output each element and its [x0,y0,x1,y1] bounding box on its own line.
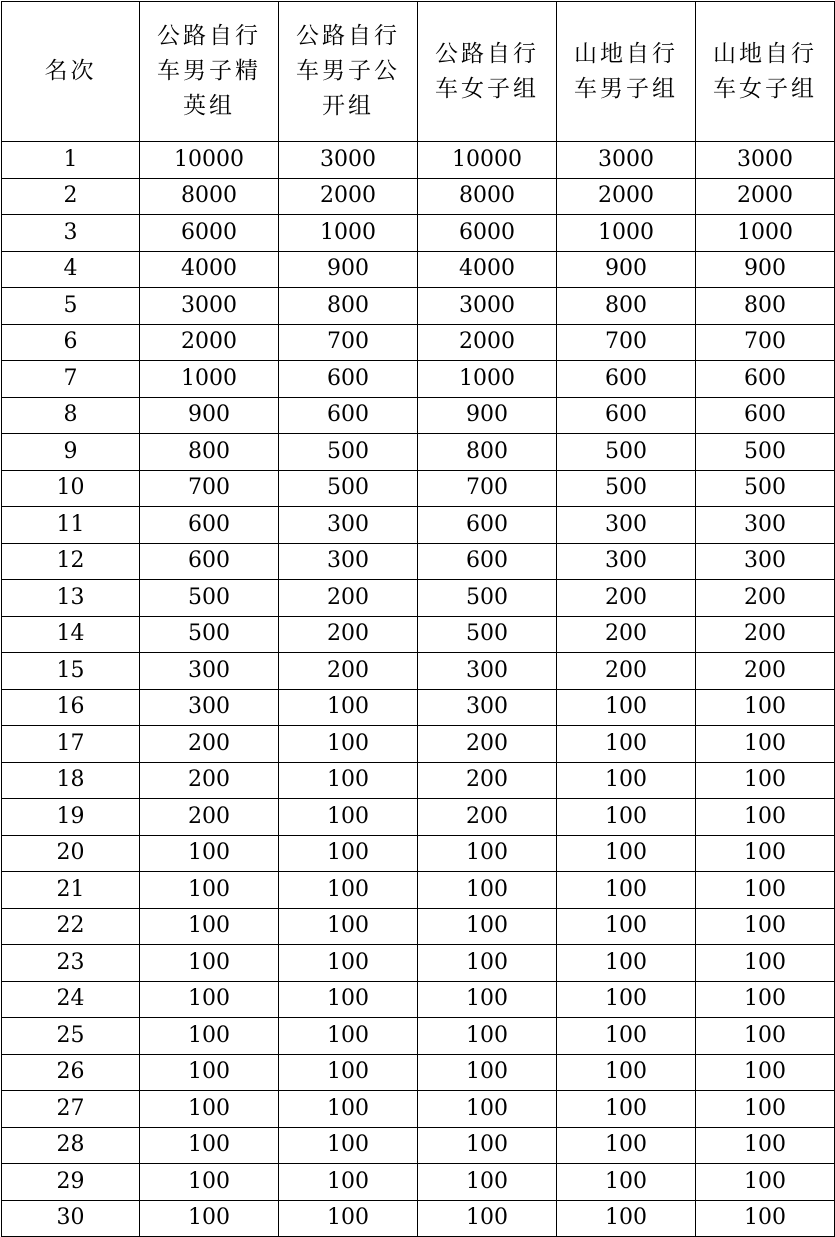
header-row [2,2,835,142]
rank-cell: 5 [2,288,140,325]
rank-cell: 23 [2,945,140,982]
road-men-elite-cell: 600 [140,543,279,580]
mtb-men-cell: 1000 [557,215,696,252]
road-women-cell: 100 [418,1091,557,1128]
table-row [2,361,835,398]
road-men-elite-cell: 100 [140,1164,279,1201]
rank-cell: 7 [2,361,140,398]
table-row [2,799,835,836]
mtb-women-cell: 100 [696,908,835,945]
road-men-open-cell: 100 [279,1164,418,1201]
mtb-men-cell: 100 [557,1127,696,1164]
road-women-cell: 100 [418,1200,557,1237]
road-women-cell: 6000 [418,215,557,252]
mtb-women-cell: 100 [696,1200,835,1237]
mtb-men-cell: 200 [557,580,696,617]
road-men-open-cell: 100 [279,1018,418,1055]
road-men-elite-cell: 100 [140,1091,279,1128]
road-women-cell: 100 [418,908,557,945]
mtb-men-cell: 100 [557,835,696,872]
mtb-women-cell: 100 [696,872,835,909]
road-men-open-cell: 300 [279,507,418,544]
mtb-men-cell: 100 [557,762,696,799]
table-row [2,178,835,215]
header-rank [2,2,140,142]
table-row [2,689,835,726]
road-men-elite-cell: 10000 [140,142,279,179]
road-men-elite-cell: 900 [140,397,279,434]
mtb-women-cell: 100 [696,799,835,836]
mtb-men-cell: 100 [557,1091,696,1128]
rank-cell: 25 [2,1018,140,1055]
road-women-cell: 100 [418,1054,557,1091]
rank-cell: 2 [2,178,140,215]
mtb-women-cell: 500 [696,470,835,507]
road-men-open-cell: 100 [279,799,418,836]
table-row [2,908,835,945]
road-men-elite-cell: 100 [140,908,279,945]
road-men-elite-cell: 6000 [140,215,279,252]
road-women-cell: 2000 [418,324,557,361]
road-men-open-cell: 100 [279,689,418,726]
rank-cell: 21 [2,872,140,909]
rank-cell: 22 [2,908,140,945]
header-road-men-open [279,2,418,142]
road-men-open-cell: 700 [279,324,418,361]
road-women-cell: 200 [418,799,557,836]
mtb-men-cell: 100 [557,1054,696,1091]
mtb-men-cell: 100 [557,1164,696,1201]
road-men-elite-cell: 3000 [140,288,279,325]
road-women-cell: 800 [418,434,557,471]
rank-cell: 20 [2,835,140,872]
mtb-men-cell: 3000 [557,142,696,179]
header-mtb-women [696,2,835,142]
road-women-cell: 100 [418,981,557,1018]
road-men-open-cell: 100 [279,762,418,799]
mtb-women-cell: 3000 [696,142,835,179]
table-row [2,1018,835,1055]
mtb-women-cell: 100 [696,1127,835,1164]
road-men-elite-cell: 4000 [140,251,279,288]
rank-cell: 27 [2,1091,140,1128]
mtb-men-cell: 700 [557,324,696,361]
rank-cell: 29 [2,1164,140,1201]
rank-cell: 26 [2,1054,140,1091]
road-men-open-cell: 600 [279,397,418,434]
road-women-cell: 500 [418,580,557,617]
road-men-elite-cell: 500 [140,616,279,653]
road-men-open-cell: 1000 [279,215,418,252]
mtb-men-cell: 500 [557,434,696,471]
rank-cell: 1 [2,142,140,179]
road-men-elite-cell: 200 [140,726,279,763]
mtb-women-cell: 300 [696,507,835,544]
rank-cell: 19 [2,799,140,836]
mtb-men-cell: 100 [557,799,696,836]
rank-cell: 9 [2,434,140,471]
table-row [2,1127,835,1164]
road-men-open-cell: 200 [279,580,418,617]
mtb-women-cell: 100 [696,1054,835,1091]
road-women-cell: 300 [418,689,557,726]
mtb-men-cell: 100 [557,908,696,945]
road-women-cell: 1000 [418,361,557,398]
road-women-cell: 600 [418,543,557,580]
mtb-women-cell: 1000 [696,215,835,252]
mtb-men-cell: 100 [557,872,696,909]
road-men-elite-cell: 8000 [140,178,279,215]
road-men-elite-cell: 100 [140,872,279,909]
header-road-women [418,2,557,142]
road-women-cell: 100 [418,1164,557,1201]
rank-cell: 17 [2,726,140,763]
prize-table [1,1,835,1237]
road-women-cell: 100 [418,945,557,982]
mtb-men-cell: 2000 [557,178,696,215]
road-men-open-cell: 100 [279,945,418,982]
table-row [2,543,835,580]
rank-cell: 4 [2,251,140,288]
road-men-open-cell: 100 [279,726,418,763]
mtb-men-cell: 800 [557,288,696,325]
header-label: 公路自行车女子组 [435,40,539,102]
rank-cell: 18 [2,762,140,799]
mtb-women-cell: 100 [696,1164,835,1201]
road-men-elite-cell: 100 [140,1200,279,1237]
rank-cell: 13 [2,580,140,617]
mtb-women-cell: 100 [696,1018,835,1055]
mtb-women-cell: 100 [696,689,835,726]
table-row [2,1164,835,1201]
road-men-elite-cell: 100 [140,1018,279,1055]
rank-cell: 28 [2,1127,140,1164]
mtb-men-cell: 100 [557,726,696,763]
mtb-women-cell: 100 [696,1091,835,1128]
mtb-men-cell: 100 [557,1200,696,1237]
mtb-men-cell: 100 [557,945,696,982]
table-row [2,1200,835,1237]
road-women-cell: 200 [418,762,557,799]
header-label: 公路自行车男子公开组 [296,23,400,119]
table-row [2,1054,835,1091]
road-women-cell: 700 [418,470,557,507]
table-row [2,835,835,872]
road-men-elite-cell: 700 [140,470,279,507]
mtb-women-cell: 300 [696,543,835,580]
mtb-men-cell: 900 [557,251,696,288]
road-men-elite-cell: 100 [140,1054,279,1091]
mtb-women-cell: 100 [696,835,835,872]
road-women-cell: 8000 [418,178,557,215]
mtb-men-cell: 300 [557,507,696,544]
road-men-elite-cell: 300 [140,689,279,726]
header-label: 山地自行车女子组 [713,40,817,102]
road-men-elite-cell: 600 [140,507,279,544]
road-women-cell: 10000 [418,142,557,179]
table-row [2,397,835,434]
road-men-elite-cell: 100 [140,835,279,872]
mtb-women-cell: 700 [696,324,835,361]
header-label: 山地自行车男子组 [574,40,678,102]
road-men-open-cell: 800 [279,288,418,325]
road-men-open-cell: 100 [279,1054,418,1091]
road-women-cell: 200 [418,726,557,763]
table-row [2,1091,835,1128]
mtb-women-cell: 200 [696,616,835,653]
table-row [2,288,835,325]
table-body [2,142,835,1237]
table-row [2,142,835,179]
road-men-elite-cell: 500 [140,580,279,617]
rank-cell: 16 [2,689,140,726]
road-men-open-cell: 100 [279,1127,418,1164]
mtb-women-cell: 600 [696,361,835,398]
mtb-men-cell: 200 [557,653,696,690]
table-row [2,981,835,1018]
table-row [2,507,835,544]
rank-cell: 12 [2,543,140,580]
table-header [2,2,835,142]
road-men-elite-cell: 300 [140,653,279,690]
road-men-open-cell: 100 [279,1200,418,1237]
table-row [2,762,835,799]
road-men-elite-cell: 100 [140,1127,279,1164]
rank-cell: 15 [2,653,140,690]
rank-cell: 8 [2,397,140,434]
mtb-women-cell: 100 [696,762,835,799]
road-men-open-cell: 300 [279,543,418,580]
road-women-cell: 900 [418,397,557,434]
road-men-elite-cell: 200 [140,799,279,836]
mtb-women-cell: 100 [696,981,835,1018]
road-men-open-cell: 3000 [279,142,418,179]
road-men-open-cell: 100 [279,908,418,945]
header-mtb-men [557,2,696,142]
road-women-cell: 4000 [418,251,557,288]
road-men-open-cell: 100 [279,981,418,1018]
mtb-men-cell: 600 [557,361,696,398]
road-men-open-cell: 900 [279,251,418,288]
table-row [2,616,835,653]
mtb-men-cell: 100 [557,1018,696,1055]
table-row [2,251,835,288]
table-row [2,470,835,507]
rank-cell: 24 [2,981,140,1018]
rank-cell: 11 [2,507,140,544]
road-women-cell: 100 [418,1018,557,1055]
road-men-elite-cell: 100 [140,945,279,982]
mtb-women-cell: 2000 [696,178,835,215]
mtb-women-cell: 800 [696,288,835,325]
road-men-open-cell: 200 [279,653,418,690]
mtb-women-cell: 100 [696,726,835,763]
road-women-cell: 100 [418,1127,557,1164]
header-label: 名次 [44,58,97,84]
road-men-open-cell: 200 [279,616,418,653]
road-men-open-cell: 500 [279,434,418,471]
road-men-elite-cell: 1000 [140,361,279,398]
mtb-women-cell: 100 [696,945,835,982]
table-row [2,872,835,909]
rank-cell: 10 [2,470,140,507]
road-men-open-cell: 2000 [279,178,418,215]
road-women-cell: 100 [418,835,557,872]
road-men-open-cell: 600 [279,361,418,398]
road-men-open-cell: 100 [279,835,418,872]
rank-cell: 6 [2,324,140,361]
road-men-open-cell: 100 [279,1091,418,1128]
rank-cell: 30 [2,1200,140,1237]
table-row [2,324,835,361]
mtb-women-cell: 600 [696,397,835,434]
table-row [2,434,835,471]
road-women-cell: 300 [418,653,557,690]
table-row [2,653,835,690]
road-women-cell: 3000 [418,288,557,325]
road-men-elite-cell: 200 [140,762,279,799]
road-men-elite-cell: 2000 [140,324,279,361]
mtb-women-cell: 200 [696,580,835,617]
header-road-men-elite [140,2,279,142]
table-row [2,215,835,252]
mtb-men-cell: 200 [557,616,696,653]
table-row [2,945,835,982]
mtb-men-cell: 600 [557,397,696,434]
mtb-women-cell: 900 [696,251,835,288]
mtb-men-cell: 100 [557,981,696,1018]
mtb-men-cell: 500 [557,470,696,507]
road-men-elite-cell: 100 [140,981,279,1018]
mtb-men-cell: 100 [557,689,696,726]
rank-cell: 14 [2,616,140,653]
header-label: 公路自行车男子精英组 [157,23,261,119]
mtb-women-cell: 200 [696,653,835,690]
mtb-men-cell: 300 [557,543,696,580]
road-women-cell: 500 [418,616,557,653]
rank-cell: 3 [2,215,140,252]
table-row [2,580,835,617]
road-women-cell: 100 [418,872,557,909]
table-row [2,726,835,763]
road-women-cell: 600 [418,507,557,544]
road-men-open-cell: 100 [279,872,418,909]
mtb-women-cell: 500 [696,434,835,471]
road-men-elite-cell: 800 [140,434,279,471]
road-men-open-cell: 500 [279,470,418,507]
